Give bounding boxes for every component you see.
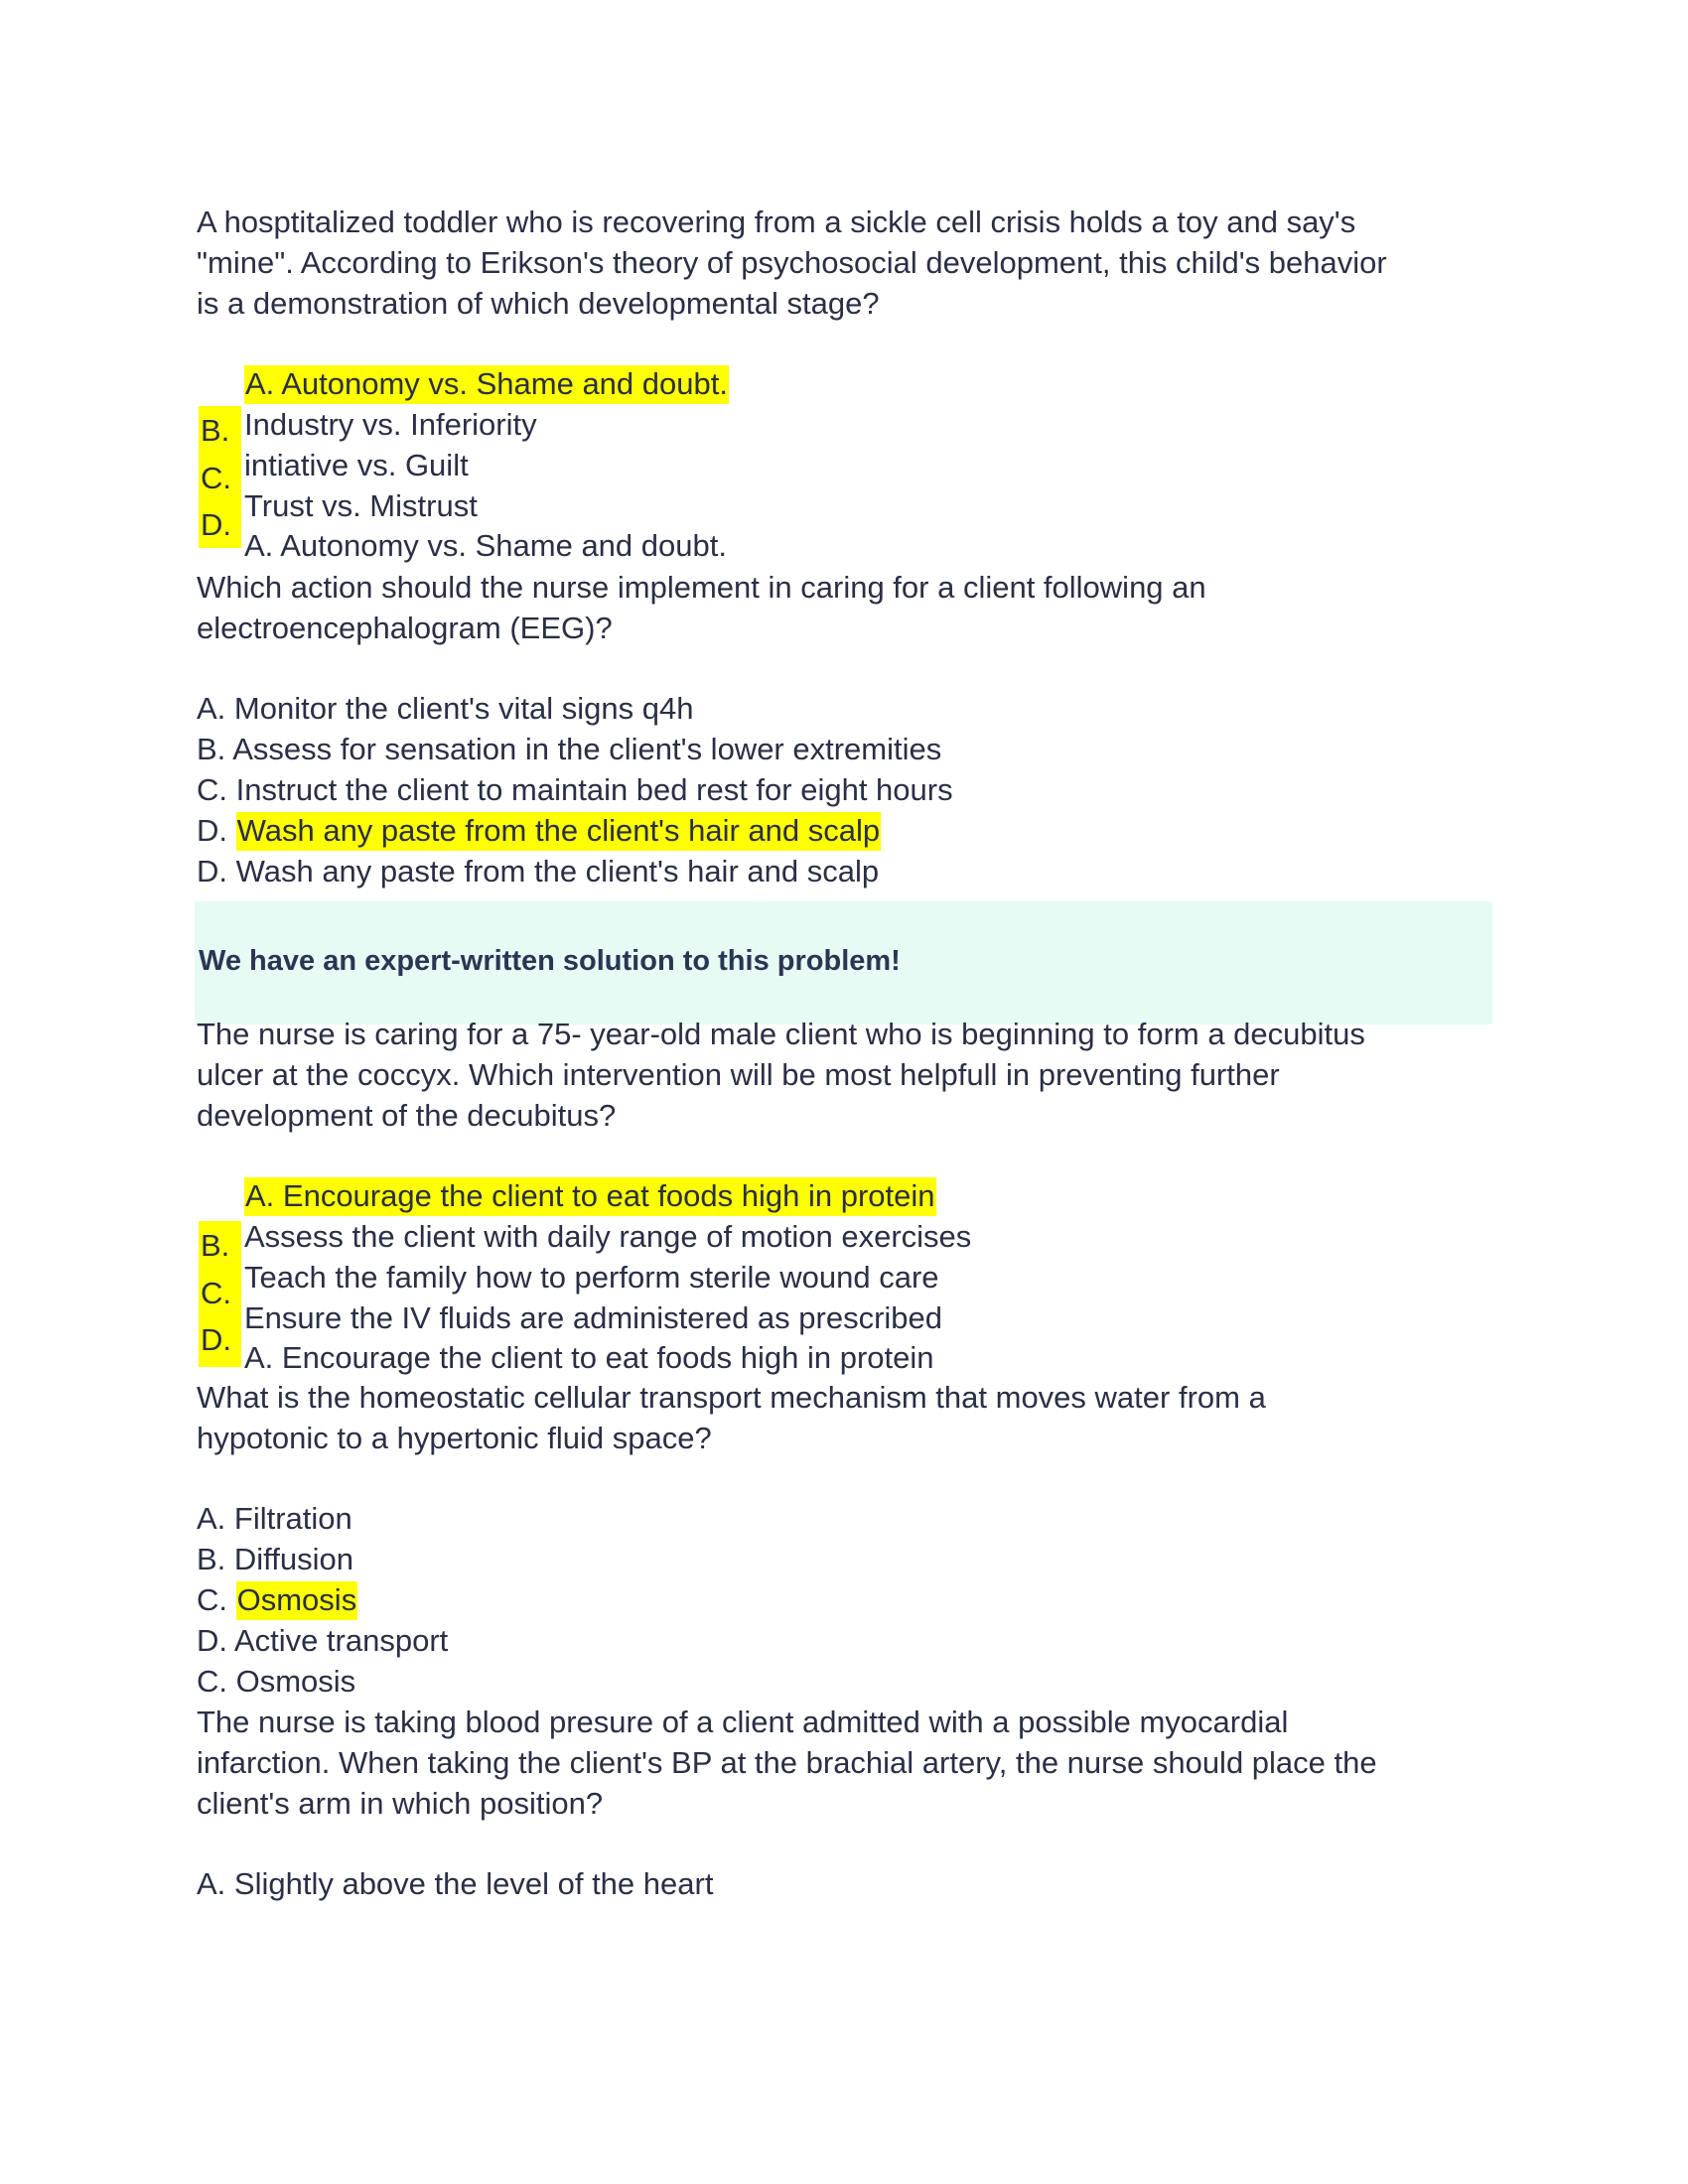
option-letter: B. (201, 413, 230, 448)
answer-option: D. Active transport (197, 1622, 449, 1658)
answer-option-highlighted (197, 1176, 1497, 1217)
answer-option: Ensure the IV fluids are administered as prescribed (244, 1299, 943, 1335)
question-5 (197, 1703, 1497, 1905)
banner-title: We have an expert-written solution to this problem! (199, 945, 901, 977)
question-stem-line: What is the homeostatic cellular transport mechanism that moves water from a (197, 1380, 1266, 1415)
highlight: A. Autonomy vs. Shame and doubt. (244, 365, 729, 404)
option-letter: D. (201, 507, 231, 542)
answer-option: intiative vs. Guilt (244, 447, 469, 482)
question-stem-line: "mine". According to Erikson's theory of psychosocial development, this child's behavior (197, 244, 1387, 280)
question-1 (197, 203, 1497, 567)
correct-answer: D. Wash any paste from the client's hair and scalp (197, 853, 880, 888)
question-stem-line: The nurse is taking blood presure of a client admitted with a possible myocardial (197, 1705, 1289, 1739)
answer-option: Assess the client with daily range of motion exercises (244, 1218, 972, 1254)
option-letter: D. (197, 812, 236, 848)
question-stem-line: development of the decubitus? (197, 1097, 617, 1133)
option-letter: D. (201, 1322, 231, 1357)
option-letter: B. (201, 1228, 230, 1263)
answer-option: Trust vs. Mistrust (244, 487, 478, 523)
correct-answer: A. Autonomy vs. Shame and doubt. (244, 528, 727, 564)
option-letters-highlight (199, 406, 241, 548)
question-4 (197, 1378, 1497, 1702)
option-letters-highlight (199, 1221, 241, 1367)
option-letter: C. (197, 1581, 236, 1617)
question-stem-line: is a demonstration of which developmental stage? (197, 285, 880, 321)
answer-option-highlighted (197, 1580, 1497, 1621)
answer-option-highlighted (197, 811, 1497, 852)
question-stem-line: client's arm in which position? (197, 1785, 604, 1821)
answer-option: Industry vs. Inferiority (244, 406, 537, 442)
question-stem-line: Which action should the nurse implement in caring for a client following an (197, 570, 1206, 605)
question-2 (197, 568, 1497, 891)
answer-option: B. Diffusion (197, 1542, 353, 1577)
option-letter: C. (201, 460, 231, 495)
expert-solution-banner[interactable] (195, 901, 1492, 1024)
answer-option: A. Filtration (197, 1501, 352, 1537)
question-3 (197, 1015, 1497, 1379)
answer-option: Teach the family how to perform sterile wound care (244, 1259, 939, 1295)
answer-option-highlighted (197, 364, 1497, 405)
option-letter: C. (201, 1275, 231, 1310)
highlight: Osmosis (236, 1581, 358, 1620)
highlight: A. Encourage the client to eat foods high in protein (244, 1177, 936, 1216)
question-stem-line: A hosptitalized toddler who is recovering from a sickle cell crisis holds a toy and say's (197, 205, 1356, 239)
correct-answer: A. Encourage the client to eat foods high in protein (244, 1340, 934, 1376)
question-stem-line: The nurse is caring for a 75- year-old male client who is beginning to form a decubitus (197, 1017, 1365, 1051)
question-stem-line: ulcer at the coccyx. Which intervention will be most helpfull in preventing further (197, 1056, 1280, 1092)
answer-option: A. Monitor the client's vital signs q4h (197, 691, 694, 727)
highlight: Wash any paste from the client's hair and scalp (236, 812, 881, 851)
question-stem-line: electroencephalogram (EEG)? (197, 610, 613, 645)
correct-answer: C. Osmosis (197, 1663, 356, 1699)
question-stem-line: hypotonic to a hypertonic fluid space? (197, 1420, 712, 1455)
answer-option: A. Slightly above the level of the heart (197, 1866, 714, 1902)
answer-option: C. Instruct the client to maintain bed rest for eight hours (197, 771, 953, 807)
question-stem-line: infarction. When taking the client's BP at the brachial artery, the nurse should place the (197, 1744, 1377, 1780)
answer-option: B. Assess for sensation in the client's lower extremities (197, 732, 942, 767)
